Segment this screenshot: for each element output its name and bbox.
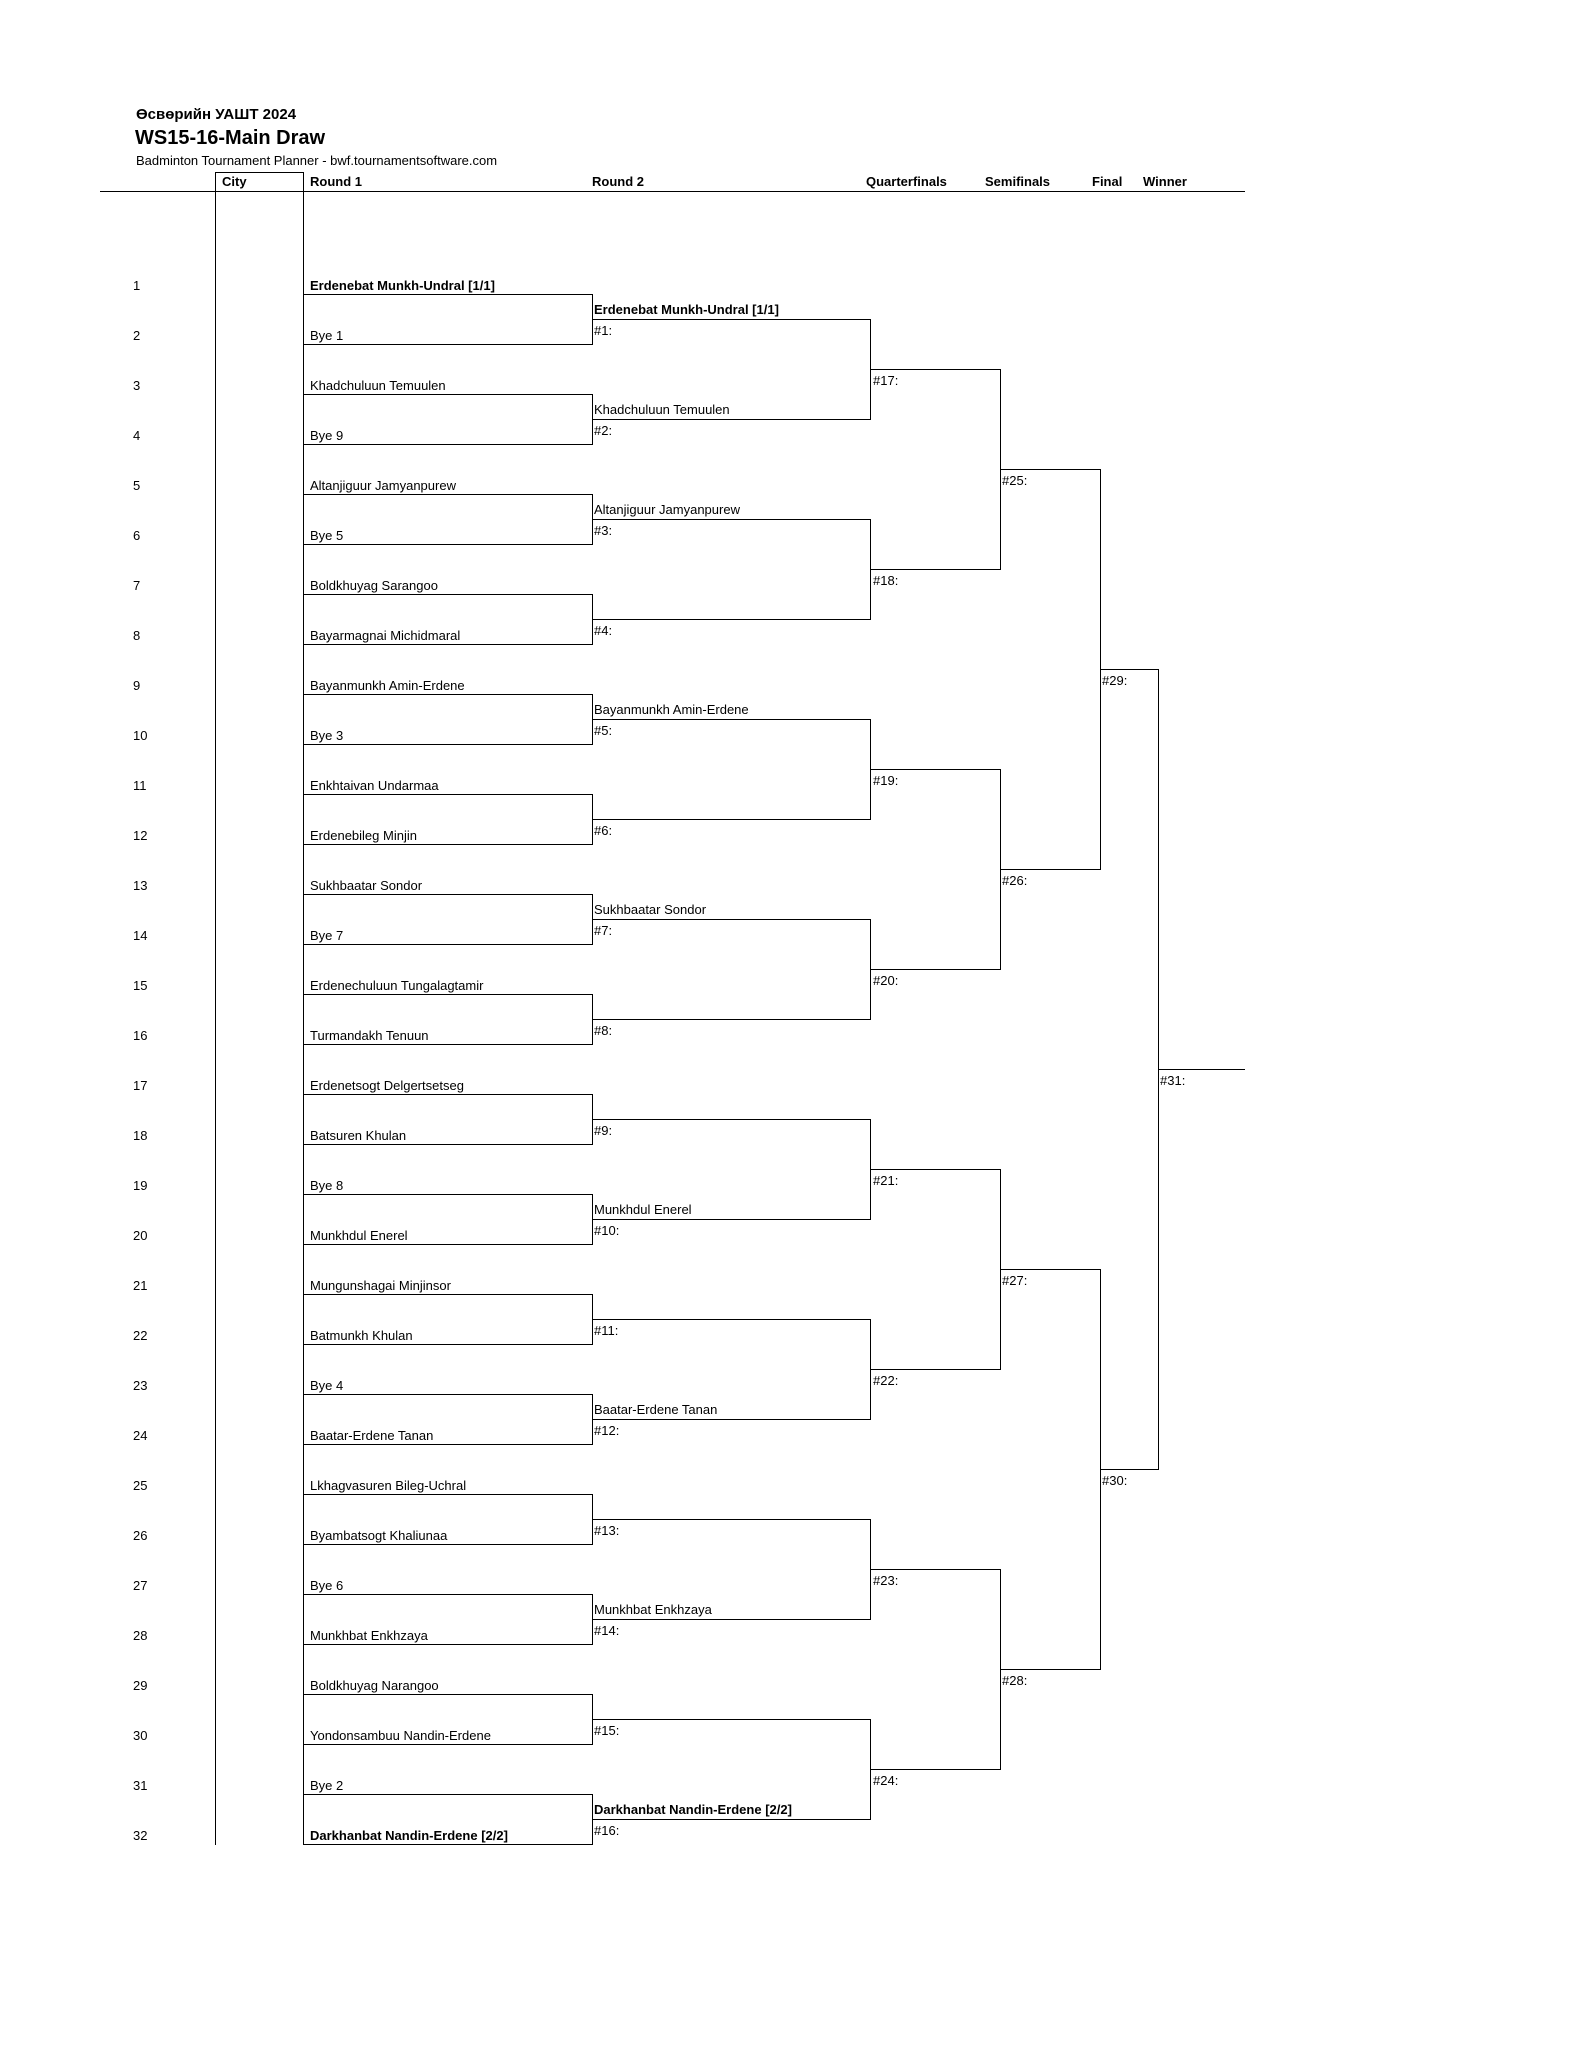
seed-number: 9 xyxy=(133,678,141,693)
seed-number: 1 xyxy=(133,278,141,293)
round1-entry-line xyxy=(303,1744,592,1745)
city-column-left-border xyxy=(215,172,216,1845)
round1-entry-line xyxy=(303,1194,592,1195)
round1-entry-line xyxy=(303,1344,592,1345)
player-name-round1: Erdenetsogt Delgertsetseg xyxy=(310,1078,464,1093)
seed-number: 7 xyxy=(133,578,141,593)
quarterfinal-match-line xyxy=(870,569,1000,570)
round2-match-line xyxy=(592,1119,870,1120)
round1-entry-line xyxy=(303,1294,592,1295)
round2-match-line xyxy=(592,1419,870,1420)
quarterfinal-match-line xyxy=(870,969,1000,970)
player-name-round1: Bayanmunkh Amin-Erdene xyxy=(310,678,465,693)
header-underline xyxy=(100,191,1245,192)
quarterfinal-match-line xyxy=(870,369,1000,370)
winner-name-round2: Munkhbat Enkhzaya xyxy=(594,1602,712,1617)
quarterfinal-match-line xyxy=(870,1369,1000,1370)
winner-line xyxy=(1158,1069,1245,1070)
player-name-round1: Bye 6 xyxy=(310,1578,344,1593)
player-name-round1: Mungunshagai Minjinsor xyxy=(310,1278,451,1293)
round1-entry-line xyxy=(303,744,592,745)
seed-number: 3 xyxy=(133,378,141,393)
round2-match-line xyxy=(592,919,870,920)
col-header-semifinals: Semifinals xyxy=(985,174,1051,189)
round1-entry-line xyxy=(303,1594,592,1595)
seed-number: 27 xyxy=(133,1578,148,1593)
quarterfinal-match-line xyxy=(870,769,1000,770)
seed-number: 15 xyxy=(133,978,148,993)
round2-match-line xyxy=(592,319,870,320)
round2-match-line xyxy=(592,1619,870,1620)
match-number-round2: #11: xyxy=(594,1323,619,1338)
match-number-round2: #3: xyxy=(594,523,613,538)
player-name-round1: Bye 9 xyxy=(310,428,344,443)
winner-name-round2: Sukhbaatar Sondor xyxy=(594,902,707,917)
round1-entry-line xyxy=(303,1394,592,1395)
semifinal-match-line xyxy=(1000,1269,1100,1270)
winner-name-round2: Khadchuluun Temuulen xyxy=(594,402,730,417)
match-number-semifinal: #27: xyxy=(1002,1273,1028,1288)
round1-entry-line xyxy=(303,594,592,595)
round1-entry-line xyxy=(303,344,592,345)
tournament-name: Өсвөрийн УАШТ 2024 xyxy=(136,106,297,123)
seed-number: 11 xyxy=(133,778,147,793)
winner-name-round2: Darkhanbat Nandin-Erdene [2/2] xyxy=(594,1802,792,1817)
player-name-round1: Bye 7 xyxy=(310,928,344,943)
quarterfinal-match-line xyxy=(870,1169,1000,1170)
seed-number: 23 xyxy=(133,1378,148,1393)
winner-name-round2: Munkhdul Enerel xyxy=(594,1202,692,1217)
seed-number: 17 xyxy=(133,1078,148,1093)
match-number-quarterfinal: #19: xyxy=(873,773,899,788)
quarterfinal-match-line xyxy=(870,1769,1000,1770)
seed-number: 32 xyxy=(133,1828,148,1843)
seed-number: 6 xyxy=(133,528,141,543)
match-number-quarterfinal: #18: xyxy=(873,573,899,588)
player-name-round1: Boldkhuyag Sarangoo xyxy=(310,578,438,593)
round1-entry-line xyxy=(303,1494,592,1495)
round2-match-line xyxy=(592,1819,870,1820)
software-credit: Badminton Tournament Planner - bwf.tournamentsoftware.com xyxy=(136,153,498,168)
round2-match-line xyxy=(592,519,870,520)
player-name-round1: Erdenebileg Minjin xyxy=(310,828,417,843)
seed-number: 8 xyxy=(133,628,141,643)
match-number-round2: #5: xyxy=(594,723,613,738)
seed-number: 22 xyxy=(133,1328,148,1343)
seed-number: 5 xyxy=(133,478,141,493)
round1-entry-line xyxy=(303,644,592,645)
match-number-semifinal: #25: xyxy=(1002,473,1028,488)
player-name-round1: Turmandakh Tenuun xyxy=(310,1028,429,1043)
col-header-final: Final xyxy=(1092,174,1123,189)
final-match-line xyxy=(1100,669,1158,670)
round2-match-line xyxy=(592,1219,870,1220)
match-number-round2: #4: xyxy=(594,623,613,638)
round1-entry-line xyxy=(303,1144,592,1145)
match-number-round2: #15: xyxy=(594,1723,620,1738)
player-name-round1: Bye 5 xyxy=(310,528,344,543)
round1-entry-line xyxy=(303,844,592,845)
round1-entry-line xyxy=(303,444,592,445)
player-name-round1: Batmunkh Khulan xyxy=(310,1328,413,1343)
player-name-round1: Bye 1 xyxy=(310,328,344,343)
match-number-quarterfinal: #24: xyxy=(873,1773,899,1788)
seed-number: 26 xyxy=(133,1528,148,1543)
col-header-city: City xyxy=(222,174,247,189)
player-name-round1: Munkhdul Enerel xyxy=(310,1228,408,1243)
seed-number: 30 xyxy=(133,1728,148,1743)
match-number-round2: #12: xyxy=(594,1423,620,1438)
match-number-quarterfinal: #20: xyxy=(873,973,899,988)
seed-number: 24 xyxy=(133,1428,148,1443)
winner-name-round2: Erdenebat Munkh-Undral [1/1] xyxy=(594,302,779,317)
winner-name-round2: Baatar-Erdene Tanan xyxy=(594,1402,718,1417)
round2-match-line xyxy=(592,1519,870,1520)
match-number-quarterfinal: #17: xyxy=(873,373,899,388)
col-header-round1: Round 1 xyxy=(310,174,362,189)
match-number-round2: #14: xyxy=(594,1623,620,1638)
round2-match-line xyxy=(592,719,870,720)
quarterfinal-match-line xyxy=(870,1569,1000,1570)
player-name-round1: Erdenebat Munkh-Undral [1/1] xyxy=(310,278,495,293)
semifinal-match-line xyxy=(1000,869,1100,870)
col-header-winner: Winner xyxy=(1143,174,1187,189)
match-number-quarterfinal: #21: xyxy=(873,1173,899,1188)
seed-number: 13 xyxy=(133,878,148,893)
player-name-round1: Byambatsogt Khaliunaa xyxy=(310,1528,448,1543)
round1-entry-line xyxy=(303,1544,592,1545)
seed-number: 19 xyxy=(133,1178,148,1193)
match-number-round2: #2: xyxy=(594,423,613,438)
match-number-round2: #13: xyxy=(594,1523,620,1538)
seed-number: 20 xyxy=(133,1228,148,1243)
match-number-round2: #16: xyxy=(594,1823,620,1838)
round1-entry-line xyxy=(303,544,592,545)
seed-number: 14 xyxy=(133,928,148,943)
round1-entry-line xyxy=(303,994,592,995)
round1-entry-line xyxy=(303,1044,592,1045)
round1-entry-line xyxy=(303,1794,592,1795)
player-name-round1: Bye 3 xyxy=(310,728,344,743)
match-number-quarterfinal: #23: xyxy=(873,1573,899,1588)
round1-entry-line xyxy=(303,894,592,895)
match-number-semifinal: #26: xyxy=(1002,873,1028,888)
match-number-round2: #1: xyxy=(594,323,613,338)
seed-number: 10 xyxy=(133,728,148,743)
seed-number: 29 xyxy=(133,1678,148,1693)
col-header-round2: Round 2 xyxy=(592,174,644,189)
round1-entry-line xyxy=(303,1644,592,1645)
round1-entry-line xyxy=(303,294,592,295)
seed-number: 18 xyxy=(133,1128,148,1143)
final-match-line xyxy=(1100,1469,1158,1470)
player-name-round1: Erdenechuluun Tungalagtamir xyxy=(310,978,484,993)
city-box-top-border xyxy=(215,172,304,173)
semifinal-match-line xyxy=(1000,1669,1100,1670)
round1-entry-line xyxy=(303,694,592,695)
match-number-winner: #31: xyxy=(1160,1073,1186,1088)
player-name-round1: Lkhagvasuren Bileg-Uchral xyxy=(310,1478,467,1493)
round1-entry-line xyxy=(303,1444,592,1445)
round2-match-line xyxy=(592,419,870,420)
seed-number: 4 xyxy=(133,428,141,443)
winner-name-round2: Bayanmunkh Amin-Erdene xyxy=(594,702,749,717)
match-number-semifinal: #28: xyxy=(1002,1673,1028,1688)
seed-number: 28 xyxy=(133,1628,148,1643)
match-number-quarterfinal: #22: xyxy=(873,1373,899,1388)
seed-number: 21 xyxy=(133,1278,148,1293)
round2-match-line xyxy=(592,1719,870,1720)
col-header-quarterfinals: Quarterfinals xyxy=(866,174,947,189)
player-name-round1: Bayarmagnai Michidmaral xyxy=(310,628,461,643)
round1-entry-line xyxy=(303,394,592,395)
match-number-round2: #10: xyxy=(594,1223,620,1238)
player-name-round1: Batsuren Khulan xyxy=(310,1128,407,1143)
round2-match-line xyxy=(592,619,870,620)
player-name-round1: Darkhanbat Nandin-Erdene [2/2] xyxy=(310,1828,508,1843)
player-name-round1: Baatar-Erdene Tanan xyxy=(310,1428,434,1443)
player-name-round1: Boldkhuyag Narangoo xyxy=(310,1678,439,1693)
seed-number: 16 xyxy=(133,1028,148,1043)
draw-title: WS15-16-Main Draw xyxy=(135,127,326,149)
round1-entry-line xyxy=(303,1694,592,1695)
semifinal-match-line xyxy=(1000,469,1100,470)
match-number-round2: #7: xyxy=(594,923,613,938)
seed-number: 25 xyxy=(133,1478,148,1493)
round2-match-line xyxy=(592,1019,870,1020)
player-name-round1: Enkhtaivan Undarmaa xyxy=(310,778,439,793)
player-name-round1: Sukhbaatar Sondor xyxy=(310,878,423,893)
seed-number: 12 xyxy=(133,828,148,843)
match-number-final: #29: xyxy=(1102,673,1128,688)
match-number-round2: #6: xyxy=(594,823,613,838)
player-name-round1: Bye 4 xyxy=(310,1378,344,1393)
round1-entry-line xyxy=(303,1844,592,1845)
round2-match-line xyxy=(592,819,870,820)
round1-entry-line xyxy=(303,944,592,945)
round1-entry-line xyxy=(303,1094,592,1095)
winner-name-round2: Altanjiguur Jamyanpurew xyxy=(594,502,740,517)
round1-entry-line xyxy=(303,1244,592,1245)
seed-number: 2 xyxy=(133,328,141,343)
round2-match-line xyxy=(592,1319,870,1320)
match-number-round2: #9: xyxy=(594,1123,613,1138)
player-name-round1: Bye 2 xyxy=(310,1778,344,1793)
round1-entry-line xyxy=(303,494,592,495)
seed-number: 31 xyxy=(133,1778,148,1793)
player-name-round1: Munkhbat Enkhzaya xyxy=(310,1628,428,1643)
player-name-round1: Bye 8 xyxy=(310,1178,344,1193)
player-name-round1: Altanjiguur Jamyanpurew xyxy=(310,478,456,493)
player-name-round1: Yondonsambuu Nandin-Erdene xyxy=(310,1728,491,1743)
round1-entry-line xyxy=(303,794,592,795)
match-number-round2: #8: xyxy=(594,1023,613,1038)
match-number-final: #30: xyxy=(1102,1473,1128,1488)
player-name-round1: Khadchuluun Temuulen xyxy=(310,378,446,393)
